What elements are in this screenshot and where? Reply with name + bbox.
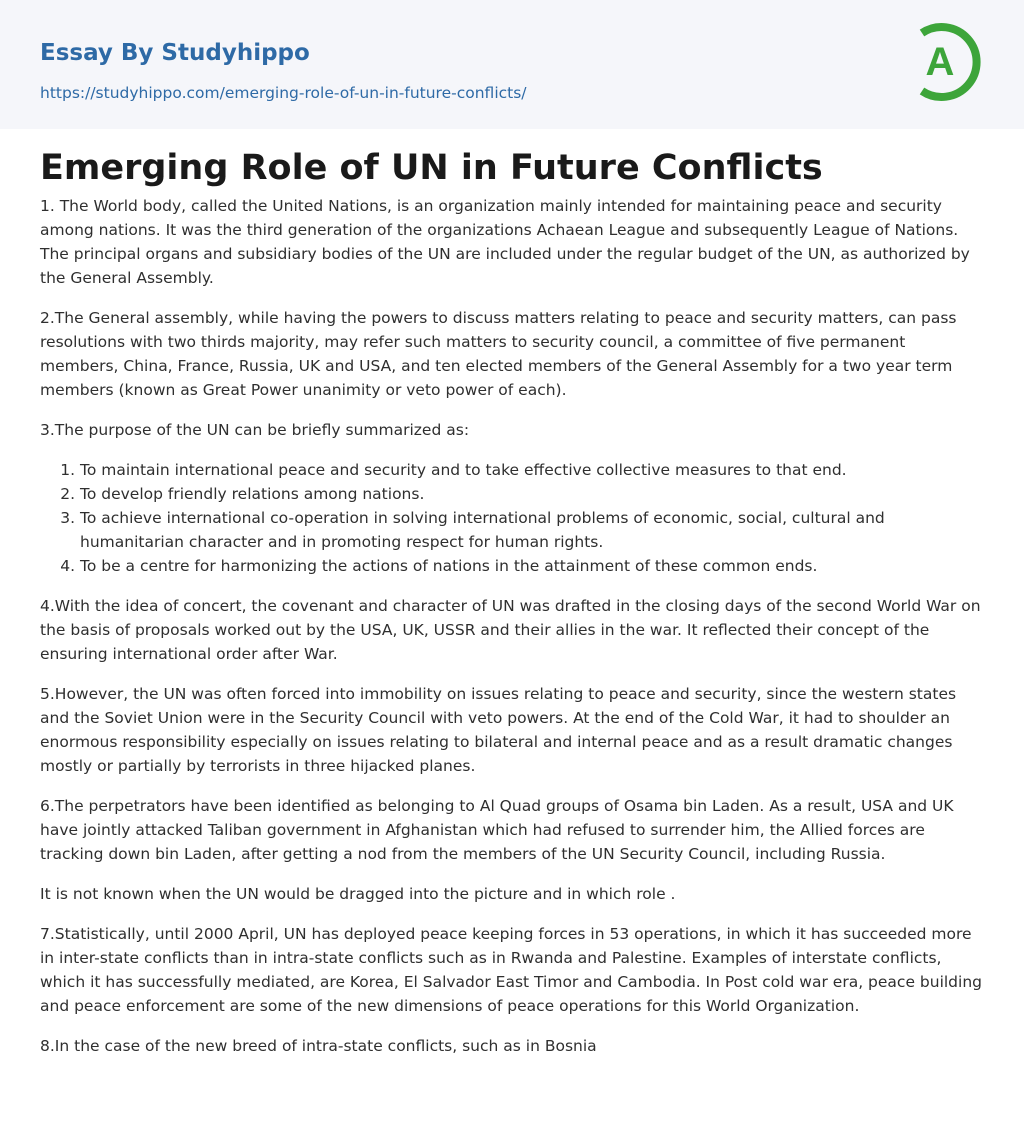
- studyhippo-logo-icon[interactable]: [912, 19, 986, 105]
- logo-letter: A: [925, 40, 955, 84]
- essay-body: [40, 194, 988, 1074]
- paragraph-2: 2.The General assembly, while having the powers to discuss matters relating to peace and security matters, can pass resolutions with two thirds majority, may refer such matters to security council, a committee of five permanent members, China, France, Russia, UK and USA, and ten elected members of the General Assembly for a two year term members (known as Great Power unanimity or veto power of each).: [40, 309, 957, 399]
- paragraph-5: 5.However, the UN was often forced into immobility on issues relating to peace and security, since the western states and the Soviet Union were in the Security Council with veto powers. At the end of the Cold War, it had to shoulder an enormous responsibility especially on issues relating to bilateral and internal peace and as a result dramatic changes mostly or partially by terrorists in three hijacked planes.: [40, 685, 957, 775]
- source-url-link[interactable]: https://studyhippo.com/emerging-role-of-un-in-future-conflicts/: [40, 84, 527, 102]
- paragraph-7: 7.Statistically, until 2000 April, UN has deployed peace keeping forces in 53 operations, in which it has succeeded more in inter-state conflicts than in intra-state conflicts such as in Rwanda and Palestine. Examples of interstate conflicts, which it has successfully mediated, are Korea, El Salvador East Timor and Cambodia. In Post cold war era, peace building and peace enforcement are some of the new dimensions of peace operations for this World Organization.: [40, 925, 982, 1015]
- paragraph-8: 8.In the case of the new breed of intra-state conflicts, such as in Bosnia: [40, 1037, 597, 1055]
- list-item: 3. To achieve international co-operation in solving international problems of economic, social, cultural and humanitarian character and in promoting respect for human rights.: [80, 506, 988, 554]
- paragraph-6: 6.The perpetrators have been identified as belonging to Al Quad groups of Osama bin Laden. As a result, USA and UK have jointly attacked Taliban government in Afghanistan which had refused to surrender him, the Allied forces are tracking down bin Laden, after getting a nod from the members of the UN Security Council, including Russia.: [40, 797, 954, 863]
- paragraph-4: 4.With the idea of concert, the covenant and character of UN was drafted in the closing days of the second World War on the basis of proposals worked out by the USA, UK, USSR and their allies in the war. It reflected their concept of the ensuring international order after War.: [40, 597, 981, 663]
- purpose-list: [40, 458, 988, 578]
- page-title: Emerging Role of UN in Future Conflicts: [40, 148, 823, 188]
- paragraph-1: 1. The World body, called the United Nations, is an organization mainly intended for maintaining peace and security among nations. It was the third generation of the organizations Achaean League and subsequently League of Nations. The principal organs and subsidiary bodies of the UN are included under the regular budget of the UN, as authorized by the General Assembly.: [40, 197, 970, 287]
- list-item: 1. To maintain international peace and security and to take effective collective measures to that end.: [80, 458, 988, 482]
- paragraph-6b: It is not known when the UN would be dragged into the picture and in which role .: [40, 885, 676, 903]
- list-item: 2. To develop friendly relations among nations.: [80, 482, 988, 506]
- paragraph-3: 3.The purpose of the UN can be briefly summarized as:: [40, 421, 470, 439]
- list-item: 4. To be a centre for harmonizing the actions of nations in the attainment of these common ends.: [80, 554, 988, 578]
- brand-title: Essay By Studyhippo: [40, 40, 310, 66]
